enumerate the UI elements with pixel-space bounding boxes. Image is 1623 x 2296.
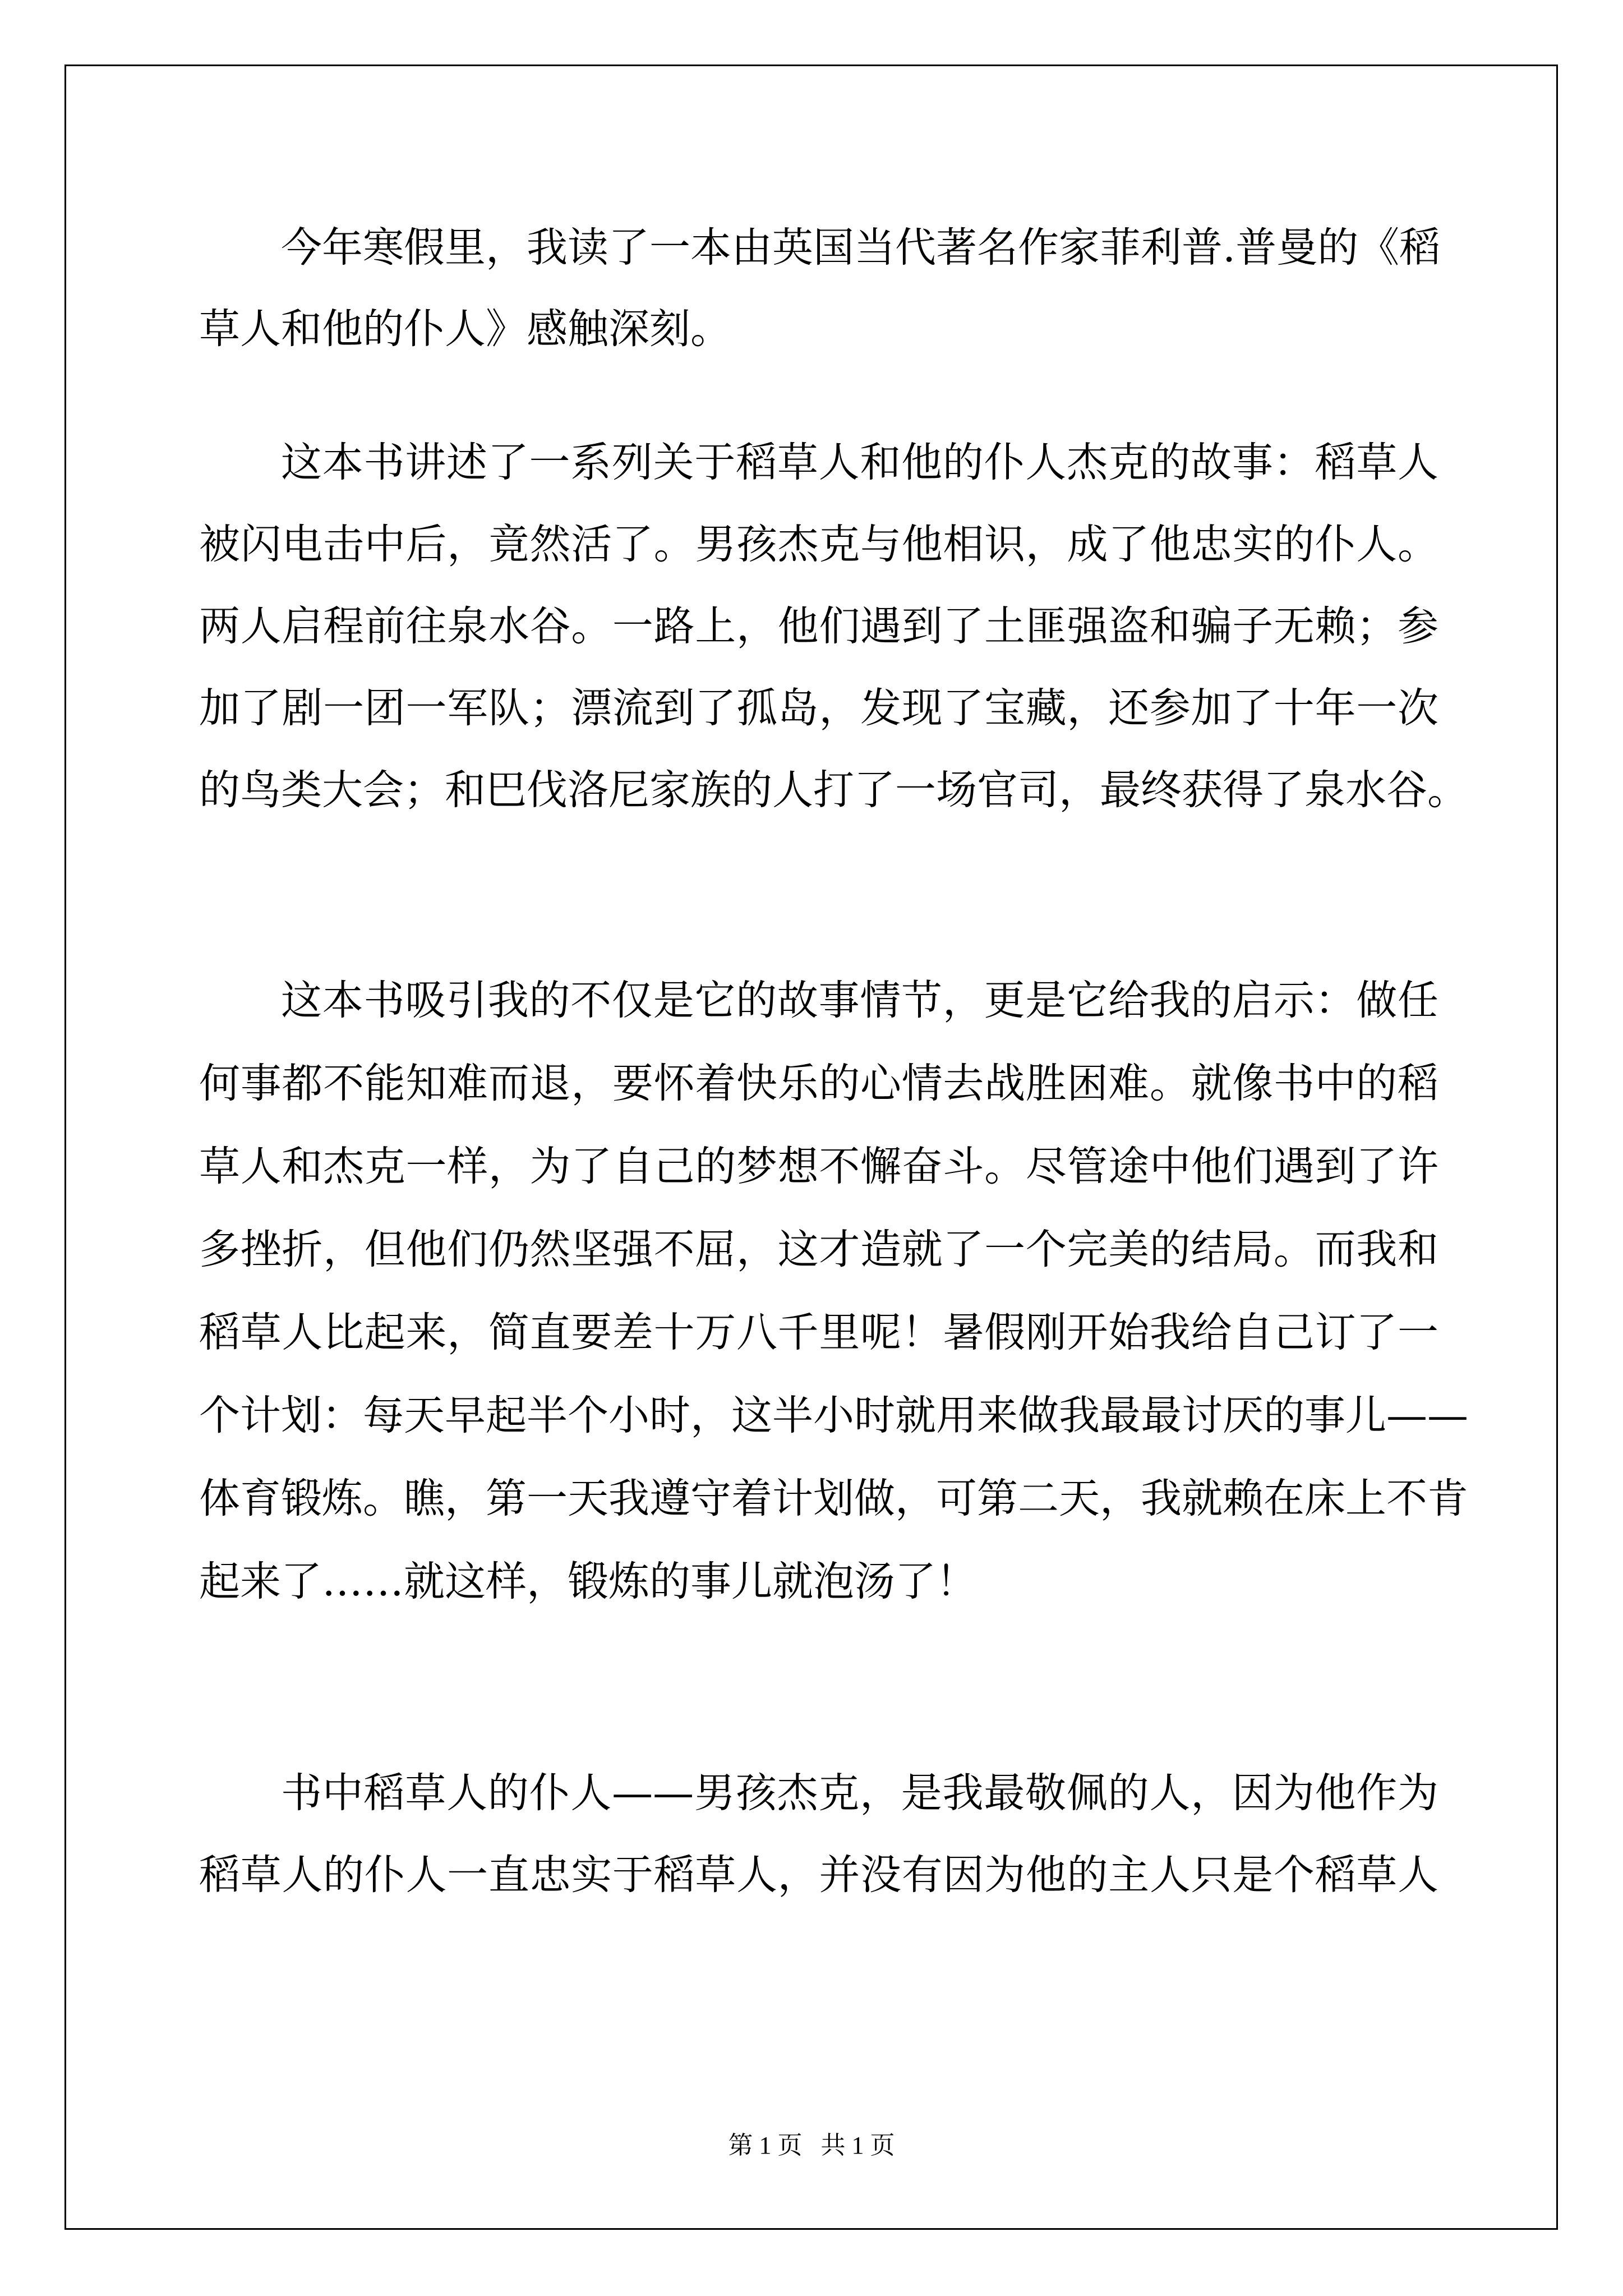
paragraph-3-line-2: 何事都不能知难而退，要怀着快乐的心情去战胜困难。就像书中的稻	[199, 1060, 1438, 1107]
paragraph-1-line-1: 今年寒假里，我读了一本由英国当代著名作家菲利普.普曼的《稻	[281, 224, 1441, 272]
paragraph-3-line-1: 这本书吸引我的不仅是它的故事情节，更是它给我的启示：做任	[281, 977, 1438, 1024]
paragraph-3-line-5: 稻草人比起来，简直要差十万八千里呢！暑假刚开始我给自己订了一	[199, 1309, 1438, 1356]
paragraph-4-line-2: 稻草人的仆人一直忠实于稻草人，并没有因为他的主人只是个稻草人	[199, 1851, 1438, 1899]
paragraph-3-line-8: 起来了……就这样，锻炼的事儿就泡汤了！	[199, 1558, 977, 1605]
paragraph-2-line-5: 的鸟类大会；和巴伐洛尼家族的人打了一场官司，最终获得了泉水谷。	[199, 766, 1468, 814]
paragraph-3-line-3: 草人和杰克一样，为了自己的梦想不懈奋斗。尽管途中他们遇到了许	[199, 1143, 1438, 1190]
paragraph-3-line-4: 多挫折，但他们仍然坚强不屈，这才造就了一个完美的结局。而我和	[199, 1226, 1438, 1273]
paragraph-2-line-4: 加了剧一团一军队；漂流到了孤岛，发现了宝藏，还参加了十年一次	[199, 684, 1438, 732]
page-number-footer: 第 1 页 共 1 页	[728, 2132, 895, 2159]
paragraph-3-line-7: 体育锻炼。瞧，第一天我遵守着计划做，可第二天，我就赖在床上不肯	[199, 1475, 1468, 1522]
paragraph-2-line-3: 两人启程前往泉水谷。一路上，他们遇到了土匪强盗和骗子无赖；参	[199, 602, 1438, 650]
paragraph-2-line-2: 被闪电击中后，竟然活了。男孩杰克与他相识，成了他忠实的仆人。	[199, 521, 1438, 568]
paragraph-4-line-1: 书中稻草人的仆人——男孩杰克，是我最敬佩的人，因为他作为	[281, 1769, 1438, 1817]
paragraph-1-line-2: 草人和他的仆人》感触深刻。	[199, 305, 731, 353]
paragraph-3-line-6: 个计划：每天早起半个小时，这半小时就用来做我最最讨厌的事儿——	[199, 1392, 1468, 1439]
paragraph-2-line-1: 这本书讲述了一系列关于稻草人和他的仆人杰克的故事：稻草人	[281, 439, 1438, 486]
